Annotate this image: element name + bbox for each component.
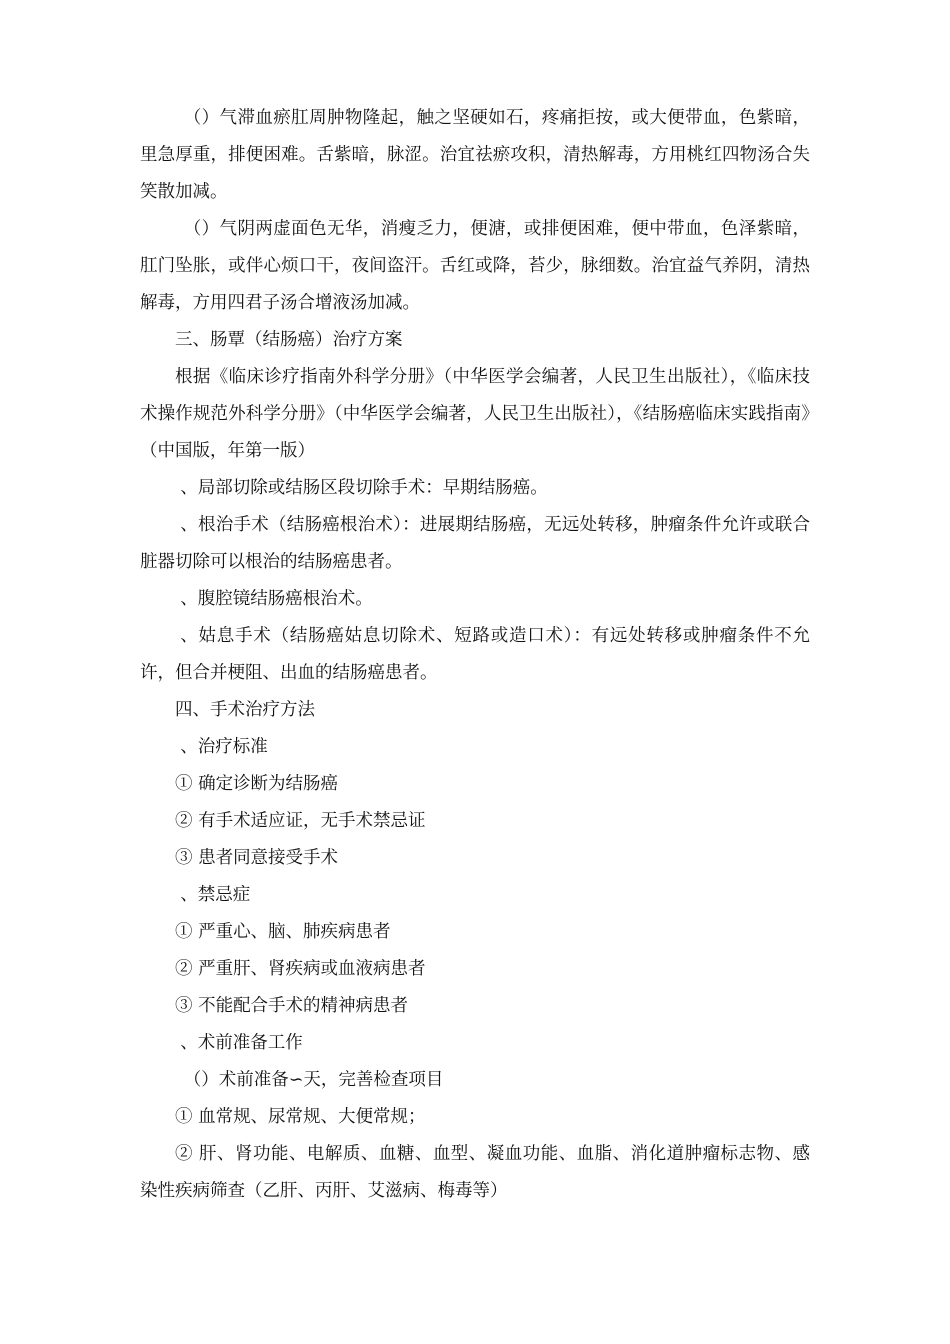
- list-item: ① 确定诊断为结肠癌: [175, 774, 339, 794]
- list-item-local-excision: 、局部切除或结肠区段切除手术：早期结肠癌。: [180, 478, 548, 498]
- subheading-preoperative: 、术前准备工作: [180, 1033, 303, 1053]
- list-item-palliative: 、姑息手术（结肠癌姑息切除术、短路或造口术）：有远处转移或肿瘤条件不允许，但合并梗阻、出血的结肠癌患者。: [140, 626, 810, 683]
- subheading-treatment-criteria: 、治疗标准: [180, 737, 268, 757]
- list-item: ② 严重肝、肾疾病或血液病患者: [175, 959, 426, 979]
- paragraph-qi-stagnation: （）气滞血瘀肛周肿物隆起，触之坚硬如石，疼痛拒按，或大便带血，色紫暗，里急厚重，排便困难。舌紫暗，脉涩。治宜祛瘀攻积，清热解毒，方用桃红四物汤合失笑散加减。: [140, 108, 810, 202]
- list-item: ② 有手术适应证，无手术禁忌证: [175, 811, 426, 831]
- list-item-radical-surgery: 、根治手术（结肠癌根治术）：进展期结肠癌，无远处转移，肿瘤条件允许或联合脏器切除可以根治的结肠癌患者。: [140, 515, 810, 572]
- list-item-laparoscopic: 、腹腔镜结肠癌根治术。: [180, 589, 373, 609]
- paragraph-qi-yin-deficiency: （）气阴两虚面色无华，消瘦乏力，便溏，或排便困难，便中带血，色泽紫暗，肛门坠胀，或伴心烦口干，夜间盗汗。舌红或降，苔少，脉细数。治宜益气养阴，清热解毒，方用四君子汤合增液汤加减。: [140, 219, 810, 313]
- section-heading-4: 四、手术治疗方法: [175, 700, 315, 720]
- list-item: ③ 不能配合手术的精神病患者: [175, 996, 409, 1016]
- subheading-preop-days: （）术前准备∽天，完善检查项目: [183, 1070, 444, 1090]
- paragraph-references: 根据《临床诊疗指南外科学分册》（中华医学会编著，人民卫生出版社），《临床技术操作规范外科学分册》（中华医学会编著，人民卫生出版社），《结肠癌临床实践指南》（中国版，年第一版）: [140, 367, 810, 461]
- document-page: [140, 100, 810, 1210]
- section-heading-3: 三、肠覃（结肠癌）治疗方案: [175, 330, 403, 350]
- list-item-lab-tests: ② 肝、肾功能、电解质、血糖、血型、凝血功能、血脂、消化道肿瘤标志物、感染性疾病筛查（乙肝、丙肝、艾滋病、梅毒等）: [140, 1144, 810, 1201]
- list-item: ① 血常规、尿常规、大便常规；: [175, 1107, 426, 1127]
- list-item: ③ 患者同意接受手术: [175, 848, 339, 868]
- list-item: ① 严重心、脑、肺疾病患者: [175, 922, 391, 942]
- subheading-contraindications: 、禁忌症: [180, 885, 251, 905]
